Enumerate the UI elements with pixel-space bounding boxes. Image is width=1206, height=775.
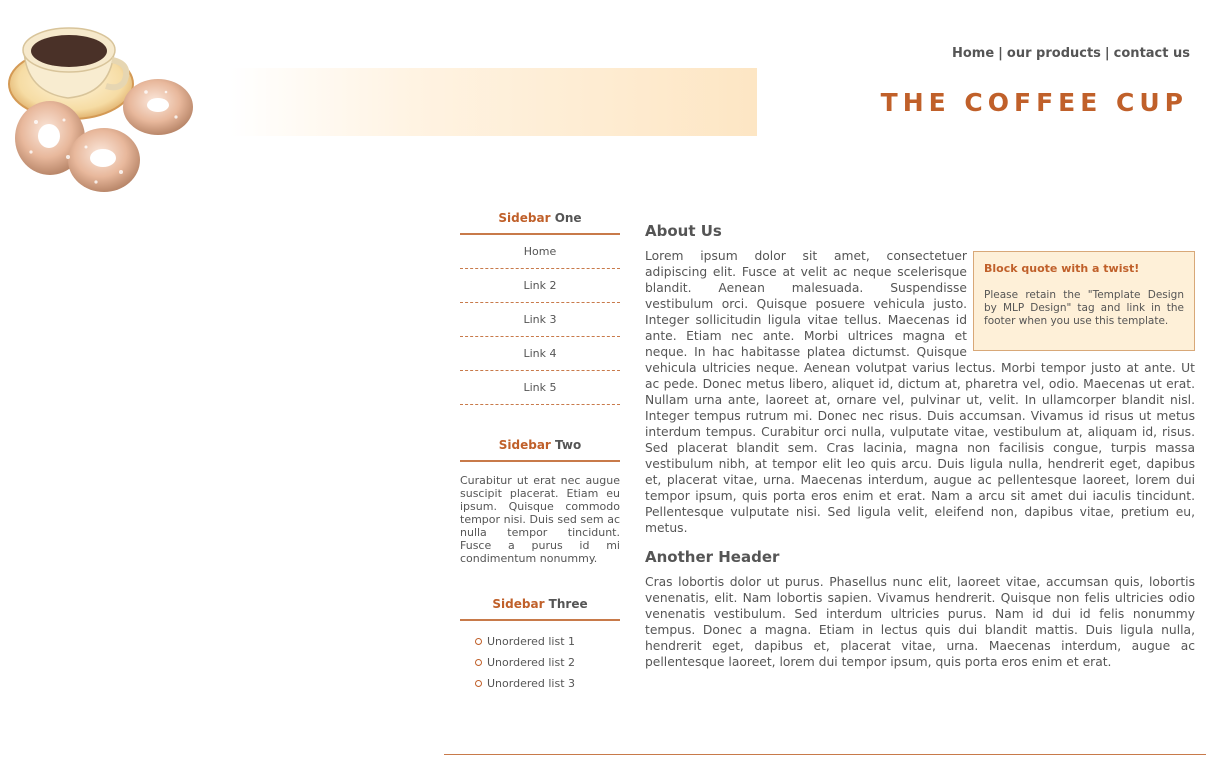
list-item-label: Unordered list 2 xyxy=(487,656,576,669)
sidebar-three-title xyxy=(460,597,620,621)
list-item-label: Unordered list 3 xyxy=(487,677,576,690)
nav-our-products-link[interactable]: our products xyxy=(1006,46,1101,61)
circle-bullet-icon xyxy=(475,680,482,687)
sidebar-link-3[interactable]: Link 3 xyxy=(460,303,620,337)
circle-bullet-icon xyxy=(475,638,482,645)
nav-home-link[interactable]: Home xyxy=(951,46,995,61)
block-quote-title: Block quote with a twist! xyxy=(984,262,1140,275)
main-content xyxy=(645,222,1195,670)
list-item xyxy=(475,673,620,694)
site-title: THE COFFEE CUP xyxy=(880,88,1188,117)
sidebar-two-text: Curabitur ut erat nec augue suscipit placerat. Etiam eu ipsum. Quisque commodo tempor nisi. Duis sed sem ac nulla tempor tincidunt. Fusce a purus id mi condimentum nonummy. xyxy=(460,474,620,565)
sidebar xyxy=(460,211,620,694)
sidebar-two-title-accent: Sidebar xyxy=(498,438,551,452)
coffee-donuts-logo-image xyxy=(6,12,211,198)
sidebar-link-4[interactable]: Link 4 xyxy=(460,337,620,371)
sidebar-one-title xyxy=(460,211,620,235)
circle-bullet-icon xyxy=(475,659,482,666)
sidebar-link-home[interactable]: Home xyxy=(460,235,620,269)
sidebar-link-5[interactable]: Link 5 xyxy=(460,371,620,405)
another-header-paragraph: Cras lobortis dolor ut purus. Phasellus nunc elit, laoreet vitae, accumsan quis, lobortis venenatis, elit. Nam lobortis sapien. Vivamus hendrerit. Quisque non felis ultricies odio venenatis vestibulum. Sed interdum ultricies purus. Nam id dui id felis nonummy tempus. Donec a magna. Etiam in lectus quis dui blandit mattis. Duis ligula nulla, hendrerit eget, dapibus et, placerat vitae, urna. Maecenas interdum, augue ac pellentesque laoreet, lorem dui tempor ipsum, quis porta eros enim et erat. xyxy=(645,575,1195,669)
sidebar-three-title-rest: Three xyxy=(548,597,588,611)
nav-separator: | xyxy=(1104,46,1110,61)
block-quote-text: Please retain the "Template Design by MLP Design" tag and link in the footer when you use this template. xyxy=(984,289,1184,327)
header-gradient-bar xyxy=(230,68,757,136)
sidebar-one-title-rest: One xyxy=(554,211,582,225)
footer-divider xyxy=(444,754,1206,755)
sidebar-links-list xyxy=(460,235,620,405)
list-item xyxy=(475,652,620,673)
top-navigation xyxy=(952,46,1190,61)
nav-separator: | xyxy=(998,46,1003,61)
another-header-heading: Another Header xyxy=(645,548,780,566)
sidebar-two-title-rest: Two xyxy=(555,438,582,452)
block-quote xyxy=(973,251,1195,351)
sidebar-one-title-accent: Sidebar xyxy=(498,211,551,225)
sidebar-link-2[interactable]: Link 2 xyxy=(460,269,620,303)
nav-contact-us-link[interactable]: contact us xyxy=(1113,46,1190,61)
sidebar-unordered-list xyxy=(460,631,620,694)
list-item-label: Unordered list 1 xyxy=(487,635,576,648)
sidebar-two-title xyxy=(460,438,620,462)
about-us-heading: About Us xyxy=(645,222,722,240)
sidebar-three-title-accent: Sidebar xyxy=(492,597,545,611)
list-item xyxy=(475,631,620,652)
about-us-paragraph: Lorem ipsum dolor sit amet, consectetuer adipiscing elit. Fusce at velit ac neque scelerisque blandit. Aenean malesuada. Suspendisse vestibulum orci. Quisque posuere vehicula justo. Integer sollicitudin ligula vitae tellus. Maecenas id ante. Etiam nec ante. Morbi ultrices magna et neque. In hac habitasse platea dictumst. Quisque vehicula ultricies neque. Aenean volutpat varius lectus. Morbi tempor justo at ante. Ut ac pede. Donec metus libero, aliquet id, dictum at, pharetra vel, odio. Maecenas ut erat. Nullam urna ante, laoreet at, ornare vel, pulvinar ut, velit. In ullamcorper blandit nisl. Integer tempus rutrum mi. Donec nec risus. Duis accumsan. Vivamus id risus ut metus interdum tempus. Curabitur orci nulla, vulputate vitae, vestibulum at, aliquam id, risus. Sed placerat blandit sem. Cras lacinia, magna non facilisis congue, turpis massa vestibulum nibh, at tempor elit leo quis arcu. Duis ligula nulla, hendrerit eget, dapibus et, placerat vitae, urna. Maecenas interdum, augue ac pellentesque laoreet, lorem dui tempor ipsum, quis porta eros enim et erat. Nam a arcu sit amet dui iaculis tincidunt. Pellentesque vulputate nisi. Sed ligula velit, eleifend non, dapibus vitae, pretium eu, metus. xyxy=(645,249,1195,535)
